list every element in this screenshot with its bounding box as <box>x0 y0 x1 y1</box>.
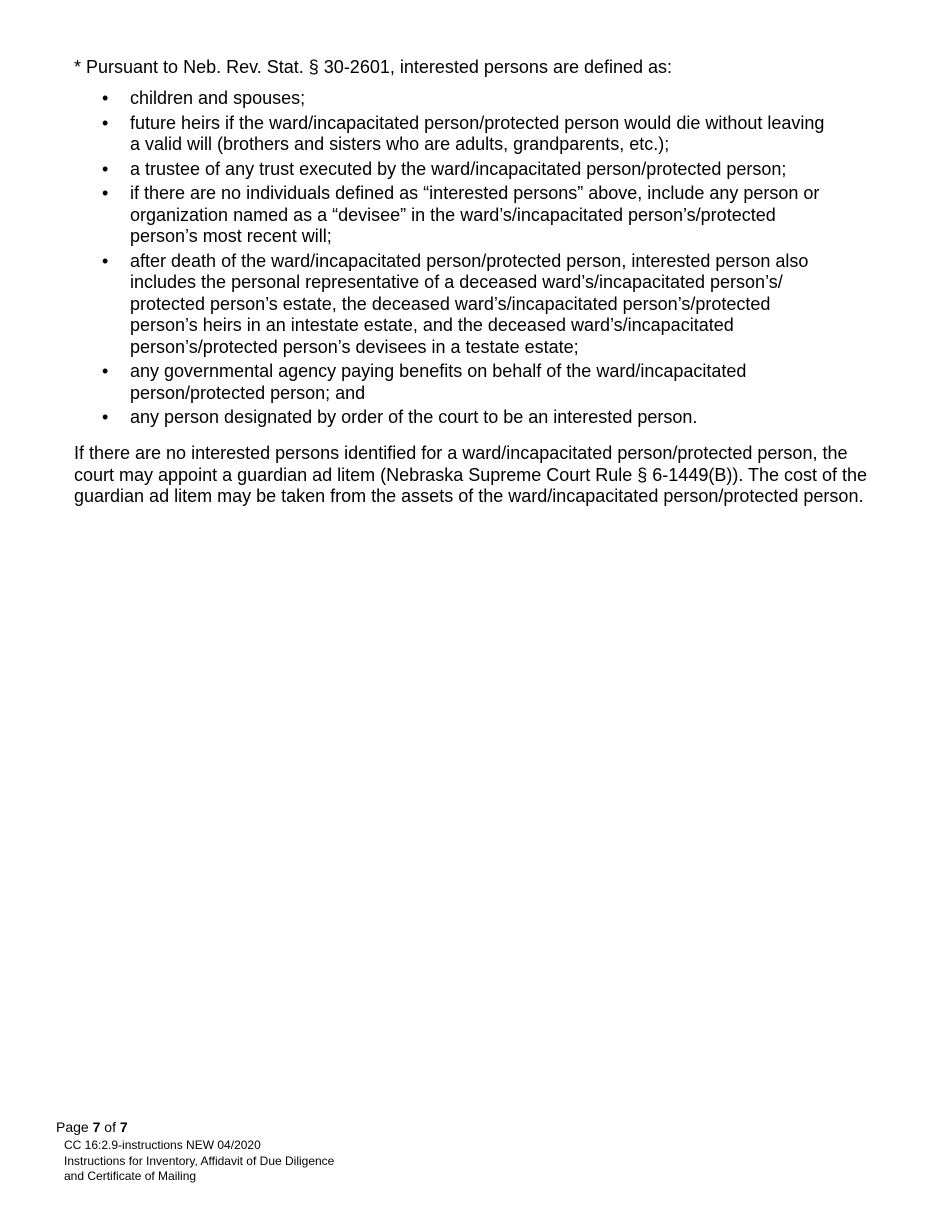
list-item <box>74 407 874 429</box>
page-footer <box>56 1117 456 1185</box>
list-item-text: any person designated by order of the court to be an interested person. <box>130 407 698 427</box>
page-current: 7 <box>92 1119 101 1135</box>
list-item-text: if there are no individuals defined as “interested persons” above, include any person or organization named as a “devisee” in the ward’s/incapacitated person’s/protected person’s most recent will; <box>130 183 820 246</box>
bullet-icon: • <box>102 112 109 133</box>
bullet-icon: • <box>102 250 109 271</box>
page-of: of <box>104 1119 116 1135</box>
intro-text: * Pursuant to Neb. Rev. Stat. § 30-2601, interested persons are defined as: <box>74 57 673 77</box>
bullet-icon: • <box>102 158 109 179</box>
list-item-text: a trustee of any trust executed by the ward/incapacitated person/protected person; <box>130 158 787 179</box>
form-code: CC 16:2.9-instructions NEW 04/2020 <box>64 1138 261 1152</box>
form-info <box>64 1138 456 1185</box>
form-title-line-2: and Certificate of Mailing <box>64 1169 197 1183</box>
list-item <box>74 251 874 359</box>
bullet-icon: • <box>102 88 109 108</box>
list-item-text: children and spouses; <box>130 88 306 108</box>
bullet-icon: • <box>102 183 109 203</box>
list-item-text: future heirs if the ward/incapacitated person/protected person would die without leaving a valid will (brothers and sisters who are adults, grandparents, etc.); <box>130 112 825 154</box>
list-item-text: after death of the ward/incapacitated person/protected person, interested person also includes the personal representative of a deceased ward’s/incapacitated person’s/ protected person’s estate, the deceased ward’s/incapacitated person’s/protected person’s heirs in an intestate estate, and the deceased ward’s/incapacitated person’s/protected person’s devisees in a testate estate; <box>130 250 809 357</box>
list-item <box>74 361 874 404</box>
bullet-icon: • <box>102 407 109 427</box>
list-item <box>74 183 874 248</box>
page-word: Page <box>56 1119 89 1135</box>
bullet-icon: • <box>102 361 109 381</box>
page-total: 7 <box>119 1119 128 1135</box>
list-item <box>74 88 874 110</box>
list-item <box>74 159 874 181</box>
guardian-ad-litem-paragraph: If there are no interested persons identified for a ward/incapacitated person/protected person, the court may appoint a guardian ad litem (Nebraska Supreme Court Rule § 6-1449(B)). The cost of the guardian ad litem may be taken from the assets of the ward/incapacitated person/protected person. <box>74 443 868 506</box>
page-number <box>56 1117 456 1137</box>
list-item <box>74 113 874 156</box>
list-item-text: any governmental agency paying benefits on behalf of the ward/incapacitated person/protected person; and <box>130 361 747 403</box>
interested-persons-list <box>74 88 874 432</box>
form-title-line-1: Instructions for Inventory, Affidavit of Due Diligence <box>64 1153 335 1168</box>
